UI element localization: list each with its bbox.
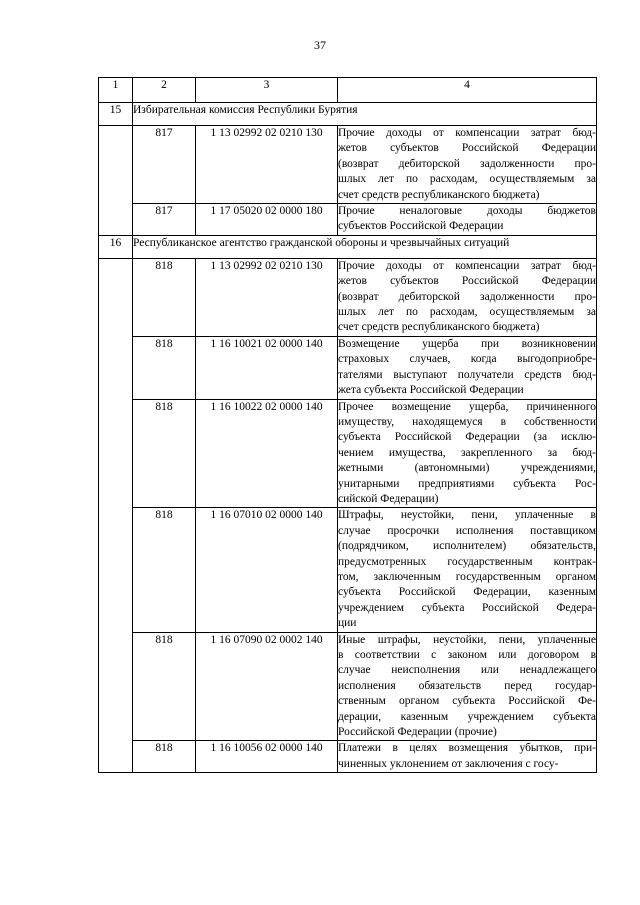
description-line: Возмещение ущерба при возникновении [338, 337, 596, 350]
admin-code: 818 [133, 336, 196, 399]
revenue-description [338, 741, 597, 773]
section-number-span [99, 126, 133, 204]
description-line: жетов субъектов Российской Федерации [338, 275, 596, 288]
description-line: жетов субъектов Российской Федерации [338, 142, 596, 155]
table-row [99, 399, 597, 508]
description-line: Платежи в целях возмещения убытков, при- [338, 742, 596, 755]
section-number-span [99, 741, 133, 773]
table-row [99, 508, 597, 632]
header-col-1: 1 [99, 78, 133, 103]
description-line: случае просрочки исполнения поставщиком [338, 524, 596, 537]
description-line: Прочее возмещение ущерба, причиненного [338, 400, 596, 413]
description-line: имуществу, находящемуся в собственности [338, 415, 596, 428]
admin-code: 817 [133, 204, 196, 236]
header-row [99, 78, 597, 103]
description-line: жетными (автономными) учреждениями, [338, 462, 596, 475]
description-line: счет средств республиканского бюджета) [338, 188, 540, 201]
page-number: 37 [314, 38, 326, 52]
section-number: 15 [99, 103, 133, 126]
description-line: ственным органом субъекта Российской Фе- [338, 695, 596, 708]
revenue-description [338, 204, 597, 236]
revenue-description [338, 399, 597, 508]
section-number-span [99, 258, 133, 336]
admin-code: 818 [133, 399, 196, 508]
admin-code: 818 [133, 632, 196, 741]
description-line: Иные штрафы, неустойки, пени, уплаченные [338, 633, 596, 646]
description-line: субъекта Российской Федерации, казенным [338, 586, 596, 599]
description-line: сийской Федерации) [338, 492, 439, 505]
revenue-description [338, 632, 597, 741]
revenue-description [338, 336, 597, 399]
header-col-4: 4 [338, 78, 597, 103]
description-line: Прочие неналоговые доходы бюджетов [338, 205, 596, 218]
section-number-span [99, 508, 133, 632]
section-number-span [99, 336, 133, 399]
description-line: Штрафы, неустойки, пени, уплаченные в [338, 509, 596, 522]
budget-classification-code: 1 17 05020 02 0000 180 [196, 204, 338, 236]
description-line: жета субъекта Российской Федерации [338, 384, 524, 397]
description-line: исполнения обязательств перед государ- [338, 679, 596, 692]
description-line: случае неисполнения или ненадлежащего [338, 664, 596, 677]
table-row [99, 336, 597, 399]
description-line: Российской Федерации (прочие) [338, 726, 497, 739]
table-row [99, 204, 597, 236]
description-line: страховых случаев, когда выгодоприобре- [338, 353, 596, 366]
description-line: (возврат дебиторской задолженности про- [338, 290, 596, 303]
description-line: тателями выступают получатели средств бюд- [338, 368, 596, 381]
table-row [99, 632, 597, 741]
description-line: в соответствии с законом или договором в [338, 649, 596, 661]
revenue-codes-table [98, 77, 597, 773]
description-line: ции [338, 617, 357, 630]
section-number-span [99, 632, 133, 741]
header-col-2: 2 [133, 78, 196, 103]
table-row [99, 258, 597, 336]
admin-code: 818 [133, 508, 196, 632]
description-line: субъектов Российской Федерации [338, 220, 504, 233]
description-line: (возврат дебиторской задолженности про- [338, 157, 596, 170]
description-line: Прочие доходы от компенсации затрат бюд- [338, 127, 596, 139]
budget-classification-code: 1 16 07090 02 0002 140 [196, 632, 338, 741]
table-body [99, 78, 597, 773]
admin-code: 818 [133, 258, 196, 336]
description-line: субъекта Российской Федерации (за исклю- [338, 431, 596, 444]
description-line: чением имущества, закрепленного за бюд- [338, 446, 596, 459]
table-row [99, 741, 597, 773]
table-row [99, 126, 597, 204]
revenue-description [338, 508, 597, 632]
description-line: шлых лет по расходам, осуществляемым за [338, 173, 596, 186]
budget-classification-code: 1 16 10056 02 0000 140 [196, 741, 338, 773]
admin-code: 817 [133, 126, 196, 204]
section-title: Республиканское агентство гражданской обороны и чрезвычайных ситуаций [133, 235, 597, 258]
description-line: чиненных уклонением от заключения с госу- [338, 757, 559, 770]
budget-classification-code: 1 16 07010 02 0000 140 [196, 508, 338, 632]
section-title: Избирательная комиссия Республики Бурятия [133, 103, 597, 126]
section-number-span [99, 399, 133, 508]
header-col-3: 3 [196, 78, 338, 103]
budget-classification-code: 1 13 02992 02 0210 130 [196, 258, 338, 336]
section-number: 16 [99, 235, 133, 258]
section-number-span [99, 204, 133, 236]
description-line: учреждением субъекта Российской Федера- [338, 601, 596, 614]
budget-classification-code: 1 16 10022 02 0000 140 [196, 399, 338, 508]
description-line: (подрядчиком, исполнителем) обязательств, [338, 540, 596, 553]
budget-classification-code: 1 13 02992 02 0210 130 [196, 126, 338, 204]
description-line: счет средств республиканского бюджета) [338, 321, 540, 334]
revenue-description [338, 258, 597, 336]
section-row [99, 235, 597, 258]
description-line: унитарными предприятиями субъекта Рос- [338, 477, 596, 490]
budget-classification-code: 1 16 10021 02 0000 140 [196, 336, 338, 399]
description-line: шлых лет по расходам, осуществляемым за [338, 306, 596, 319]
description-line: Прочие доходы от компенсации затрат бюд- [338, 259, 596, 272]
description-line: дерации, казенным учреждением субъекта [338, 710, 596, 723]
admin-code: 818 [133, 741, 196, 773]
section-row [99, 103, 597, 126]
description-line: предусмотренных государственным контрак- [338, 555, 596, 568]
description-line: том, заключенным государственным органом [338, 570, 596, 583]
revenue-description [338, 126, 597, 204]
